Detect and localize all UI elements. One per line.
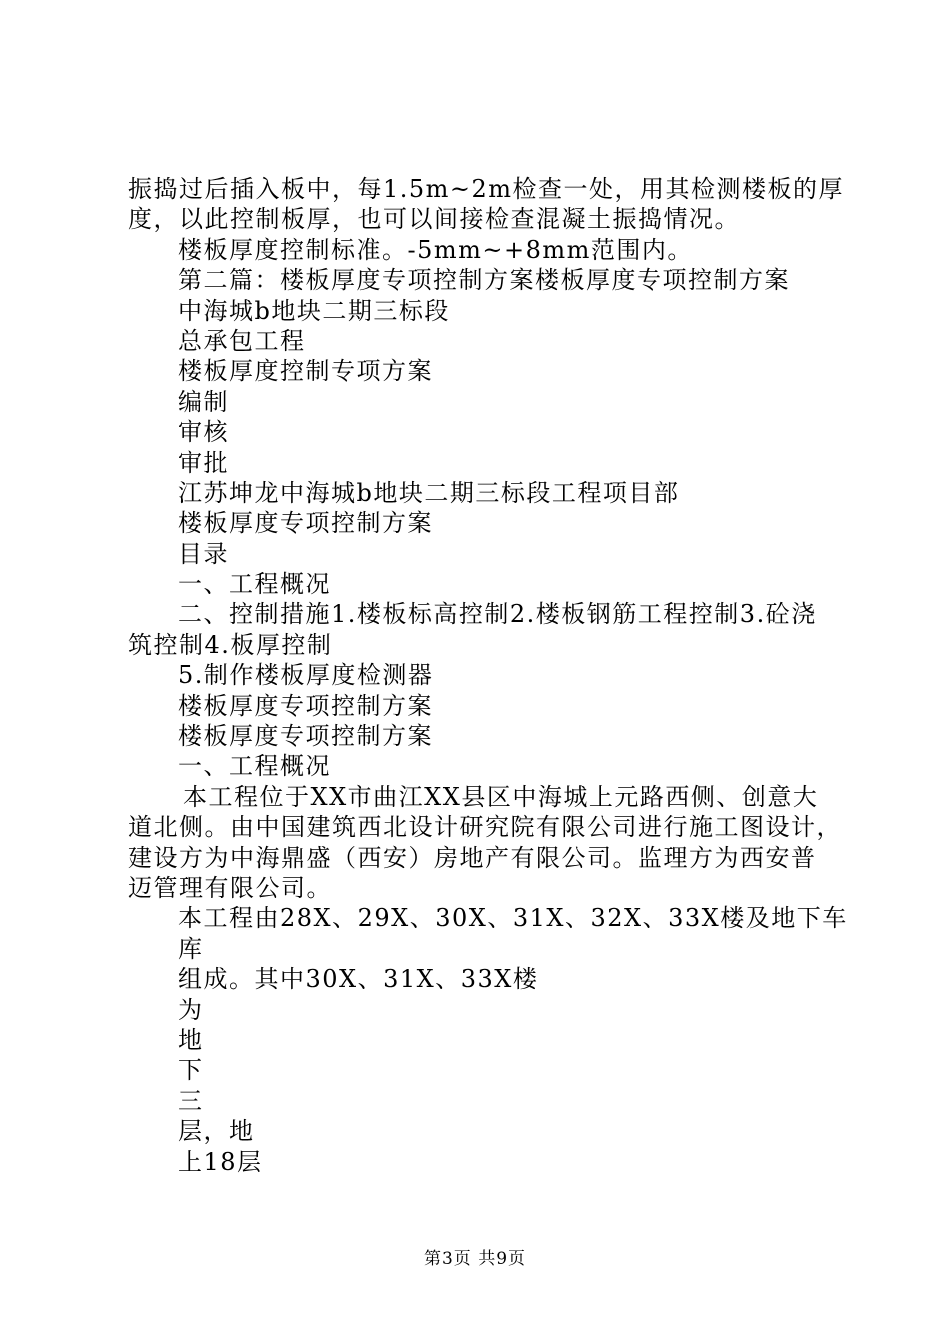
text-line: 为: [178, 995, 204, 1024]
text-line: 库: [178, 934, 204, 963]
page-number-label: 第3页 共9页: [423, 1249, 527, 1269]
text-line: 筑控制4.板厚控制: [128, 630, 333, 659]
text-line: 审核: [178, 418, 229, 447]
text-line: 一、工程概况: [178, 752, 331, 781]
text-line: 本工程位于XX市曲江XX县区中海城上元路西侧、创意大: [183, 782, 819, 811]
text-line: 道北侧。由中国建筑西北设计研究院有限公司进行施工图设计，: [128, 813, 842, 842]
text-line: 地: [178, 1025, 204, 1054]
document-body: [128, 174, 848, 1177]
text-line: 下: [178, 1056, 204, 1085]
text-line: 目录: [178, 539, 229, 568]
text-line: 中海城b地块二期三标段: [178, 296, 450, 325]
text-line: 第二篇：楼板厚度专项控制方案楼板厚度专项控制方案: [178, 266, 790, 295]
text-line: 一、工程概况: [178, 570, 331, 599]
text-line: 楼板厚度控制标准。-5mm~+8mm范围内。: [178, 235, 693, 264]
text-line: 楼板厚度专项控制方案: [178, 691, 433, 720]
text-line: 度，以此控制板厚，也可以间接检查混凝土振捣情况。: [128, 205, 740, 234]
text-line: 二、控制措施1.楼板标高控制2.楼板钢筋工程控制3.砼浇: [178, 600, 817, 629]
text-line: 振捣过后插入板中，每1.5m~2m检查一处，用其检测楼板的厚: [128, 175, 845, 203]
text-line: 楼板厚度控制专项方案: [178, 357, 433, 386]
text-line: 总承包工程: [178, 326, 306, 355]
text-line: 楼板厚度专项控制方案: [178, 722, 433, 751]
text-line: 迈管理有限公司。: [128, 873, 332, 902]
text-line: 5.制作楼板厚度检测器: [178, 661, 434, 690]
text-line: 江苏坤龙中海城b地块二期三标段工程项目部: [178, 478, 680, 507]
text-line: 建设方为中海鼎盛（西安）房地产有限公司。监理方为西安普: [128, 843, 817, 872]
text-line: 层，地: [178, 1117, 255, 1146]
text-line: 三: [178, 1086, 204, 1115]
page-footer: [0, 1244, 950, 1269]
text-line: 审批: [178, 448, 229, 477]
text-line: 组成。其中30X、31X、33X楼: [178, 965, 539, 994]
text-line: 编制: [178, 387, 229, 416]
text-line: 上18层: [178, 1147, 263, 1176]
text-line: 楼板厚度专项控制方案: [178, 509, 433, 538]
text-line: 本工程由28X、29X、30X、31X、32X、33X楼及地下车: [178, 904, 848, 933]
